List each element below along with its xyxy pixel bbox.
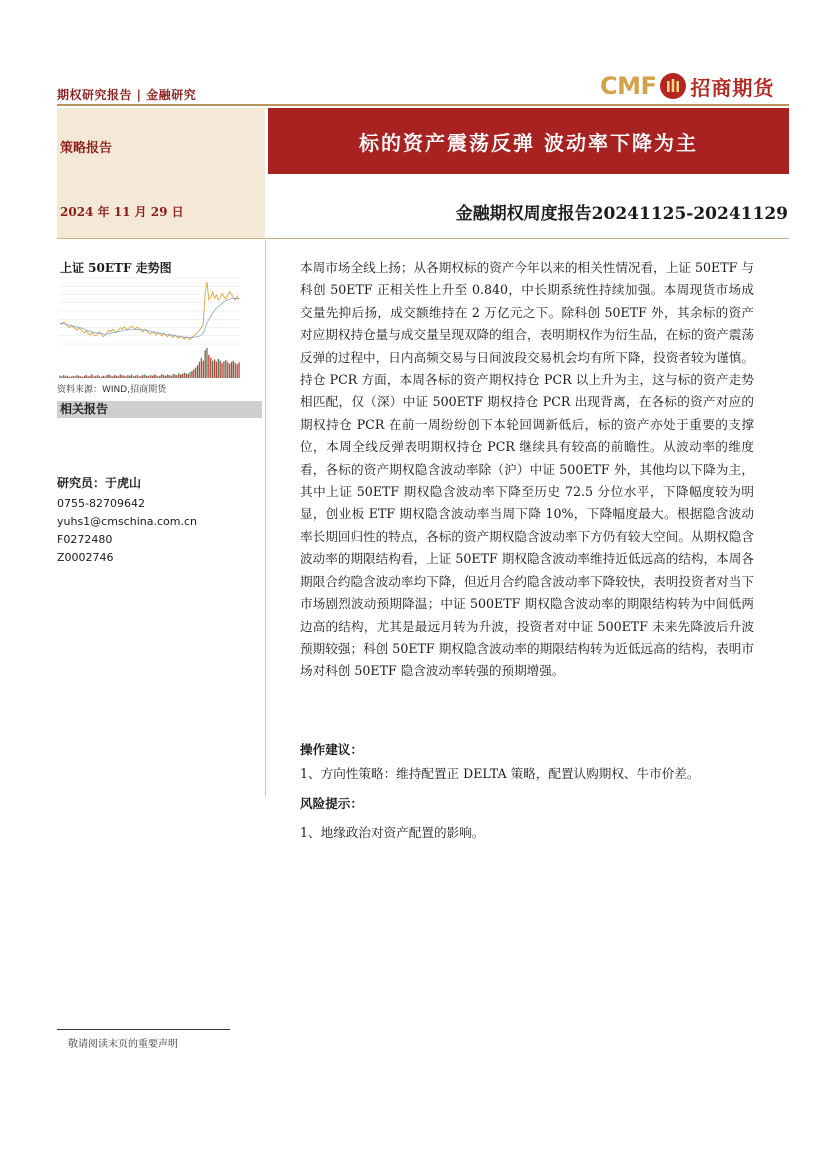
subtitle-rule: [57, 238, 789, 239]
chart-volume-bar: [110, 376, 111, 378]
chart-volume-bar: [82, 377, 83, 378]
chart-volume-bar: [118, 376, 119, 378]
chart-volume-bar: [67, 376, 68, 378]
chart-volume-bar: [167, 375, 168, 379]
chart-volume-bar: [165, 376, 166, 378]
chart-volume-bar: [106, 375, 107, 378]
chart-volume-bar: [63, 375, 64, 378]
chart-volume-bar: [112, 376, 113, 378]
report-type-label: 策略报告: [60, 141, 113, 156]
logo-mark-icon: [660, 73, 686, 99]
analyst-email[interactable]: yuhs1@cmschina.com.cn: [57, 515, 197, 528]
chart-volume-bar: [157, 376, 158, 378]
chart-volume-bar: [172, 374, 173, 378]
chart-volume-bar: [237, 364, 238, 378]
chart-volume-bar: [131, 375, 132, 379]
etf-chart-svg: [57, 274, 262, 382]
chart-volume-bar: [169, 375, 170, 378]
chart-volume-bar: [208, 355, 209, 378]
chart-volume-bar: [148, 376, 149, 378]
analyst-name: 研究员：于虎山: [57, 476, 142, 490]
chart-volume-bar: [101, 377, 102, 378]
logo-latin: CMF: [600, 72, 657, 100]
report-title: 标的资产震荡反弹 波动率下降为主: [359, 130, 698, 155]
chart-volume-bar: [178, 373, 179, 378]
footer-note: 敬请阅读末页的重要声明: [68, 1039, 178, 1050]
chart-volume-bar: [142, 375, 143, 378]
chart-volume-bar: [221, 363, 222, 378]
chart-volume-bar: [161, 374, 162, 378]
risk-heading: 风险提示：: [300, 796, 363, 811]
chart-volume-bar: [88, 376, 89, 378]
header-category: 期权研究报告 | 金融研究: [57, 88, 197, 102]
chart-volume-bar: [195, 368, 196, 378]
chart-volume-bar: [223, 361, 224, 378]
chart-volume-bar: [97, 375, 98, 378]
chart-volume-bar: [123, 376, 124, 378]
chart-volume-bar: [210, 358, 211, 378]
chart-volume-bar: [182, 374, 183, 378]
chart-volume-bar: [84, 376, 85, 378]
ops-item: 1、方向性策略：维持配置正 DELTA 策略，配置认购期权、牛市价差。: [300, 766, 700, 781]
chart-volume-bar: [229, 364, 230, 378]
chart-volume-bar: [59, 376, 60, 378]
chart-volume-bar: [216, 362, 217, 378]
chart-volume-bar: [184, 373, 185, 378]
chart-volume-bar: [154, 375, 155, 379]
etf-chart: [57, 274, 262, 382]
chart-volume-bar: [69, 377, 70, 378]
sidebar-divider: [265, 240, 266, 796]
chart-volume-bar: [227, 362, 228, 378]
chart-volume-bar: [133, 376, 134, 378]
chart-volume-bar: [225, 360, 226, 378]
chart-volume-bar: [150, 375, 151, 378]
chart-volume-bar: [191, 371, 192, 378]
chart-volume-bar: [193, 369, 194, 378]
chart-volume-bar: [218, 359, 219, 378]
chart-volume-bar: [99, 376, 100, 378]
analyst-license-z: Z0002746: [57, 551, 114, 564]
report-subtitle: 金融期权周度报告20241125-20241129: [455, 204, 788, 224]
chart-volume-bar: [122, 375, 123, 378]
chart-volume-bar: [105, 376, 106, 378]
chart-volume-bar: [152, 376, 153, 378]
chart-volume-bar: [180, 375, 181, 379]
chart-volume-bar: [155, 375, 156, 378]
chart-volume-bar: [89, 376, 90, 378]
chart-volume-bar: [163, 375, 164, 378]
chart-volume-bar: [129, 376, 130, 378]
company-logo: [600, 70, 774, 102]
title-banner: [268, 108, 789, 174]
chart-volume-bar: [103, 376, 104, 378]
chart-volume-bar: [231, 362, 232, 378]
chart-volume-bar: [73, 376, 74, 378]
chart-volume-bar: [189, 372, 190, 378]
chart-volume-bar: [108, 375, 109, 379]
chart-volume-bar: [186, 373, 187, 378]
chart-volume-bar: [74, 376, 75, 378]
chart-volume-bar: [76, 375, 77, 378]
chart-volume-bar: [238, 362, 239, 378]
chart-volume-bar: [125, 376, 126, 378]
chart-volume-bar: [171, 376, 172, 378]
related-reports-header: 相关报告: [57, 401, 262, 418]
chart-volume-bar: [220, 361, 221, 378]
chart-volume-bar: [174, 375, 175, 379]
chart-volume-bar: [95, 376, 96, 378]
chart-volume-bar: [203, 361, 204, 378]
footer-rule: [57, 1029, 230, 1030]
chart-volume-bar: [197, 365, 198, 378]
report-date: 2024 年 11 月 29 日: [60, 205, 184, 219]
analyst-license-f: F0272480: [57, 533, 113, 546]
chart-volume-bar: [80, 376, 81, 378]
chart-volume-bar: [86, 375, 87, 378]
chart-volume-bar: [135, 376, 136, 378]
chart-volume-bar: [176, 375, 177, 378]
chart-volume-bar: [140, 376, 141, 378]
chart-volume-bar: [91, 375, 92, 379]
chart-volume-bar: [235, 363, 236, 378]
chart-volume-bar: [61, 376, 62, 378]
chart-volume-bar: [206, 348, 207, 378]
chart-volume-bar: [144, 375, 145, 379]
chart-title: 上证 50ETF 走势图: [60, 261, 172, 275]
chart-volume-bar: [116, 376, 117, 378]
chart-volume-bar: [188, 374, 189, 378]
chart-volume-bar: [205, 350, 206, 378]
analyst-phone: 0755-82709642: [57, 497, 145, 510]
chart-volume-bar: [212, 361, 213, 378]
chart-volume-bar: [71, 376, 72, 378]
chart-volume-bar: [214, 360, 215, 379]
ops-heading: 操作建议：: [300, 742, 363, 757]
logo-cn: 招商期货: [690, 75, 775, 100]
chart-volume-bar: [93, 376, 94, 378]
chart-volume-bar: [127, 375, 128, 378]
risk-item: 1、地缘政治对资产配置的影响。: [300, 825, 485, 840]
chart-volume-bar: [201, 358, 202, 378]
chart-volume-bar: [78, 376, 79, 378]
chart-volume-bar: [139, 376, 140, 378]
chart-volume-bar: [114, 375, 115, 378]
chart-volume-bar: [199, 362, 200, 378]
chart-volume-bar: [65, 376, 66, 378]
header-rule: [57, 104, 789, 106]
chart-volume-bar: [233, 361, 234, 378]
summary-paragraph: 本周市场全线上扬；从各期权标的资产今年以来的相关性情况看，上证 50ETF 与科创 50ETF 正相关性上升至 0.840，中长期系统性持续加强。本周现货市场成交量先抑后扬，成交额维持在 2 万亿元之下。除科创 50ETF 外，其余标的资产对应期权持仓量与成交量呈现双降的组合，表明期权作为衍生品，在标的资产震荡反弹的过程中，日内高频交易与日间波段交易机会均有所下降，投资者较为谨慎。持仓 PCR 方面，本周各标的资产期权持仓 PCR 以上升为主，这与标的资产走势相匹配，仅（深）中证 500ETF 期权持仓 PCR 出现背离，在各标的资产对应的期权持仓 PCR 在前一周纷纷创下本轮回调新低后，标的资产亦处于重要的支撑位，本周全线反弹表明期权持仓 PCR 继续具有较高的前瞻性。从波动率的维度看，各标的资产期权隐含波动率除（沪）中证 500ETF 外，其他均以下降为主，其中上证 50ETF 期权隐含波动率下降至历史 72.5 分位水平，下降幅度较为明显，创业板 ETF 期权隐含波动率当周下降 10%，下降幅度最大。根据隐含波动率长期回归性的特点，各标的资产期权隐含波动率下方仍有较大空间。从期权隐含波动率的期限结构看，上证 50ETF 期权隐含波动率维持近低远高的结构，本周各期限合约隐含波动率均下降，但近月合约隐含波动率下降较快，表明投资者对当下市场剧烈波动预期降温；中证 500ETF 期权隐含波动率的期限结构转为中间低两边高的结构，尤其是最远月转为升波，投资者对中证 500ETF 未来先降波后升波预期较强；科创 50ETF 期权隐含波动率的期限结构转为近低远高的结构，表明市场对科创 50ETF 隐含波动率转强的预期增强。: [300, 260, 754, 679]
chart-volume-bar: [159, 376, 160, 378]
chart-source: 资料来源：WIND,招商期货: [57, 385, 167, 395]
chart-volume-bar: [137, 375, 138, 378]
chart-volume-bar: [120, 375, 121, 379]
chart-volume-bar: [146, 376, 147, 378]
